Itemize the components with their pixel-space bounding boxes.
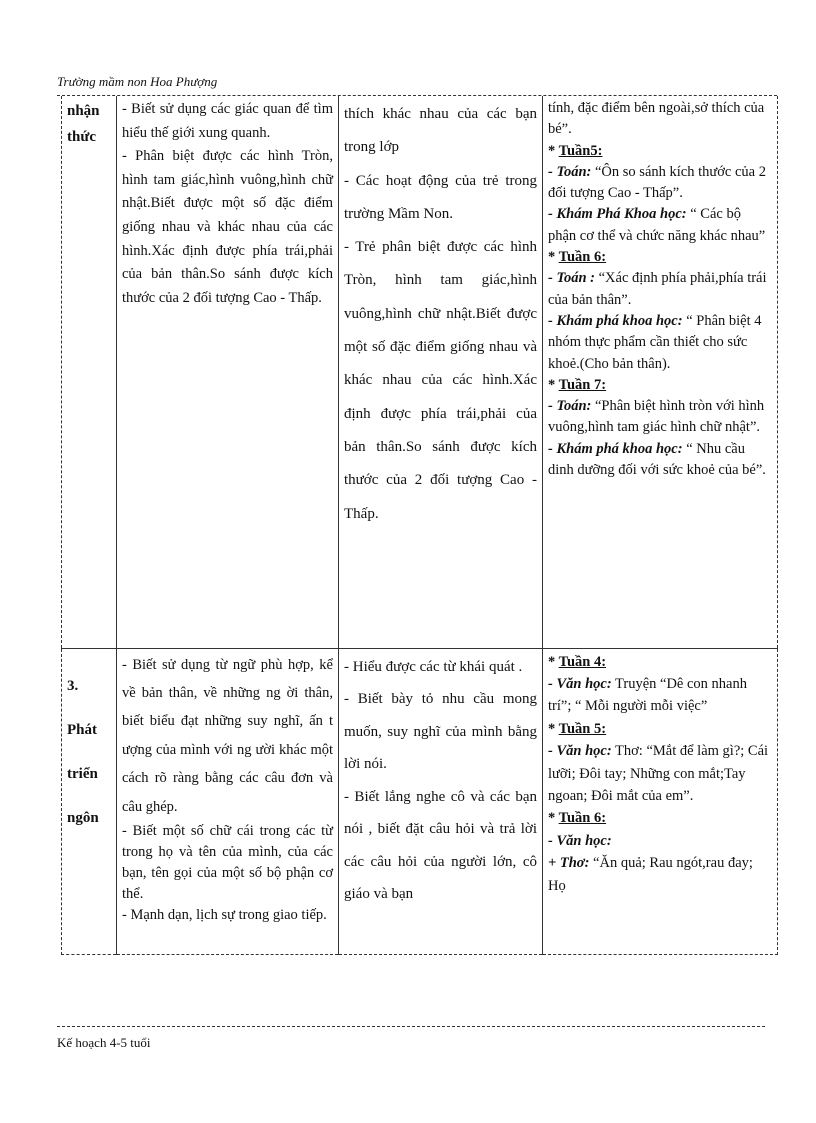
content-item: - Trẻ phân biệt được các hình Tròn, hình tam giác,hình vuông,hình chữ nhật.Biết được một số đặc điểm giống nhau và khác nhau của các hình.Xác định được phía trái,phải của bản thân.So sánh được kích thước của 2 đối tượng Cao - Thấp. — [344, 239, 537, 522]
goal-item: - Biết sử dụng các giác quan để tìm hiểu thế giới xung quanh. — [122, 101, 333, 141]
topic-item: - Khám phá khoa học: “ Nhu cầu dinh dưỡng đối với sức khoẻ của bé”. — [548, 440, 766, 479]
area-cell — [62, 648, 117, 954]
topic-cell — [543, 648, 778, 954]
topic-item: - Toán : “Xác định phía phải,phía trái của bản thân”. — [548, 270, 767, 308]
table-row — [62, 648, 778, 954]
footer-divider — [57, 1026, 765, 1027]
topic-item: - Khám Phá Khoa học: “ Các bộ phận cơ thể và chức năng khác nhau” — [548, 206, 766, 244]
goal-item: - Mạnh dạn, lịch sự trong giao tiếp. — [122, 906, 327, 923]
area-label: 3. — [67, 677, 79, 694]
area-cell — [62, 96, 117, 648]
content-item: - Hiểu được các từ khái quát . — [344, 658, 523, 675]
goal-cell — [117, 96, 339, 648]
plan-table — [61, 96, 778, 955]
goal-item: - Phân biệt được các hình Tròn, hình tam giác,hình vuông,hình chữ nhật.Biết được một số đặc điểm giống nhau và khác nhau của các hình.Xác định được phía trái,phải của bản thân.So sánh được kích thước của 2 đối tượng Cao - Thấp. — [122, 148, 333, 306]
table-row — [62, 96, 778, 648]
content-item: thích khác nhau của các bạn trong lớp — [344, 106, 537, 156]
school-header: Trường mầm non Hoa Phượng — [57, 74, 218, 89]
content-item: - Biết bày tỏ nhu cầu mong muốn, suy nghĩ của mình bằng lời nói. — [344, 691, 537, 772]
week-heading: * Tuần 6: — [548, 810, 607, 827]
area-label: ngôn — [67, 809, 99, 826]
week-heading: * Tuần5: — [548, 142, 603, 159]
area-label: thức — [67, 129, 96, 145]
topic-intro: tính, đặc điểm bên ngoài,sở thích của bé”. — [548, 100, 765, 138]
content-cell — [339, 648, 543, 954]
content-item: - Biết lắng nghe cô và các bạn nói , biết đặt câu hỏi và trả lời các câu hỏi của người lớn, cô giáo và bạn — [344, 788, 537, 902]
topic-item: - Văn học: — [548, 832, 612, 849]
footer-plan-label: Kế hoạch 4-5 tuổi — [57, 1035, 151, 1050]
content-item: - Các hoạt động của trẻ trong trường Mầm Non. — [344, 172, 537, 222]
topic-item: - Toán: “Phân biệt hình tròn với hình vuông,hình tam giác hình chữ nhật”. — [548, 398, 765, 436]
topic-item: - Văn học: Thơ: “Mắt để làm gì?; Cái lưỡi; Đôi tay; Những con mắt;Tay ngoan; Đôi mắt của em”. — [548, 743, 769, 804]
week-heading: * Tuần 4: — [548, 653, 607, 670]
topic-item: - Văn học: Truyện “Dê con nhanh trí”; “ Mỗi người mỗi việc” — [548, 675, 747, 715]
topic-item: - Toán: “Ôn so sánh kích thước của 2 đối tượng Cao - Thấp”. — [548, 163, 766, 202]
week-heading: * Tuần 5: — [548, 720, 607, 737]
goal-item: - Biết sử dụng từ ngữ phù hợp, kể về bản thân, về những ng ời thân, biết biểu đạt những suy nghĩ, ấn t ượng của mình với ng ười khác một cách rõ ràng bằng các câu đơn và câu ghép. — [122, 656, 333, 815]
topic-cell — [543, 96, 778, 648]
area-label: Phát — [67, 721, 97, 738]
content-cell — [339, 96, 543, 648]
goal-item: - Biết một số chữ cái trong các từ trong họ và tên của mình, của các bạn, tên gọi của một số bộ phận cơ thể. — [122, 822, 333, 902]
area-label: triển — [67, 765, 98, 782]
area-label: nhận — [67, 103, 100, 119]
goal-cell — [117, 648, 339, 954]
topic-item: + Thơ: “Ăn quả; Rau ngót,rau đay; Họ — [548, 855, 753, 894]
week-heading: * Tuần 7: — [548, 376, 607, 393]
week-heading: * Tuần 6: — [548, 249, 607, 266]
topic-item: - Khám phá khoa học: “ Phân biệt 4 nhóm thực phẩm cần thiết cho sức khoẻ.(Cho bản thân). — [548, 312, 762, 372]
